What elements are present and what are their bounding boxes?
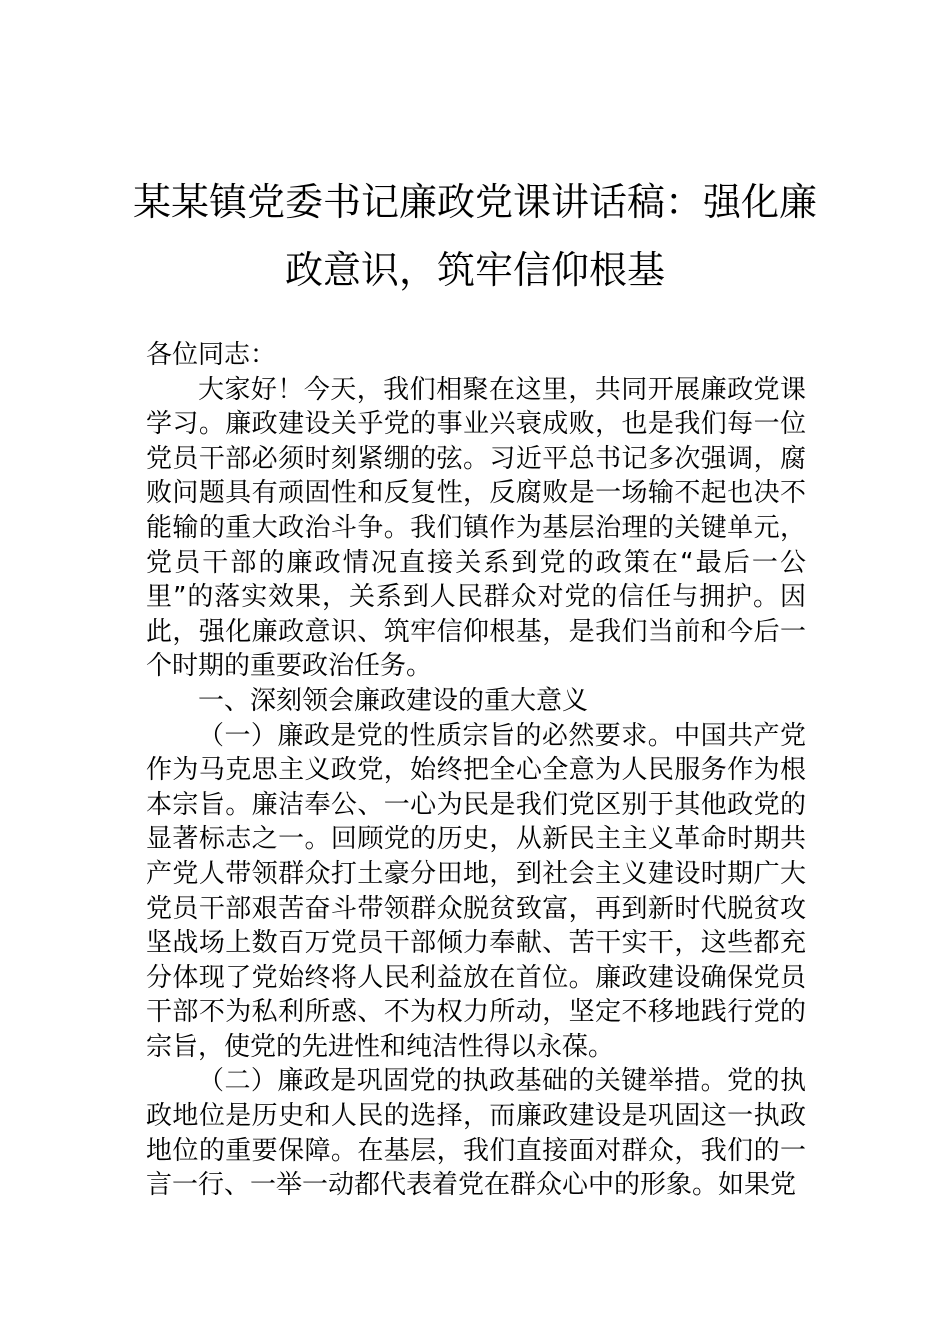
section-heading-1: 一、深刻领会廉政建设的重大意义 <box>198 685 589 716</box>
document-body <box>146 338 806 1203</box>
paragraph-subsection-2: （二）廉政是巩固党的执政基础的关键举措。党的执政地位是历史和人民的选择，而廉政建设是巩固这一执政地位的重要保障。在基层，我们直接面对群众，我们的一言一行、一举一动都代表着党在群众心中的形象。如果党 <box>146 1066 806 1201</box>
salutation: 各位同志： <box>146 340 277 370</box>
paragraph-subsection-1: （一）廉政是党的性质宗旨的必然要求。中国共产党作为马克思主义政党，始终把全心全意为人民服务作为根本宗旨。廉洁奉公、一心为民是我们党区别于其他政党的显著标志之一。回顾党的历史，从新民主主义革命时期共产党人带领群众打土豪分田地，到社会主义建设时期广大党员干部艰苦奋斗带领群众脱贫致富，再到新时代脱贫攻坚战场上数百万党员干部倾力奉献、苦干实干，这些都充分体现了党始终将人民利益放在首位。廉政建设确保党员干部不为私利所惑、不为权力所动，坚定不移地践行党的宗旨，使党的先进性和纯洁性得以永葆。 <box>146 720 806 1062</box>
paragraph-opening: 大家好！今天，我们相聚在这里，共同开展廉政党课学习。廉政建设关乎党的事业兴衰成败，也是我们每一位党员干部必须时刻紧绷的弦。习近平总书记多次强调，腐败问题具有顽固性和反复性，反腐败是一场输不起也决不能输的重大政治斗争。我们镇作为基层治理的关键单元，党员干部的廉政情况直接关系到党的政策在“最后一公里”的落实效果，关系到人民群众对党的信任与拥护。因此，强化廉政意识、筑牢信仰根基，是我们当前和今后一个时期的重要政治任务。 <box>146 374 806 682</box>
document-title-line-2: 政意识，筑牢信仰根基 <box>284 248 665 292</box>
document-title-line-1: 某某镇党委书记廉政党课讲话稿：强化廉 <box>132 180 817 224</box>
